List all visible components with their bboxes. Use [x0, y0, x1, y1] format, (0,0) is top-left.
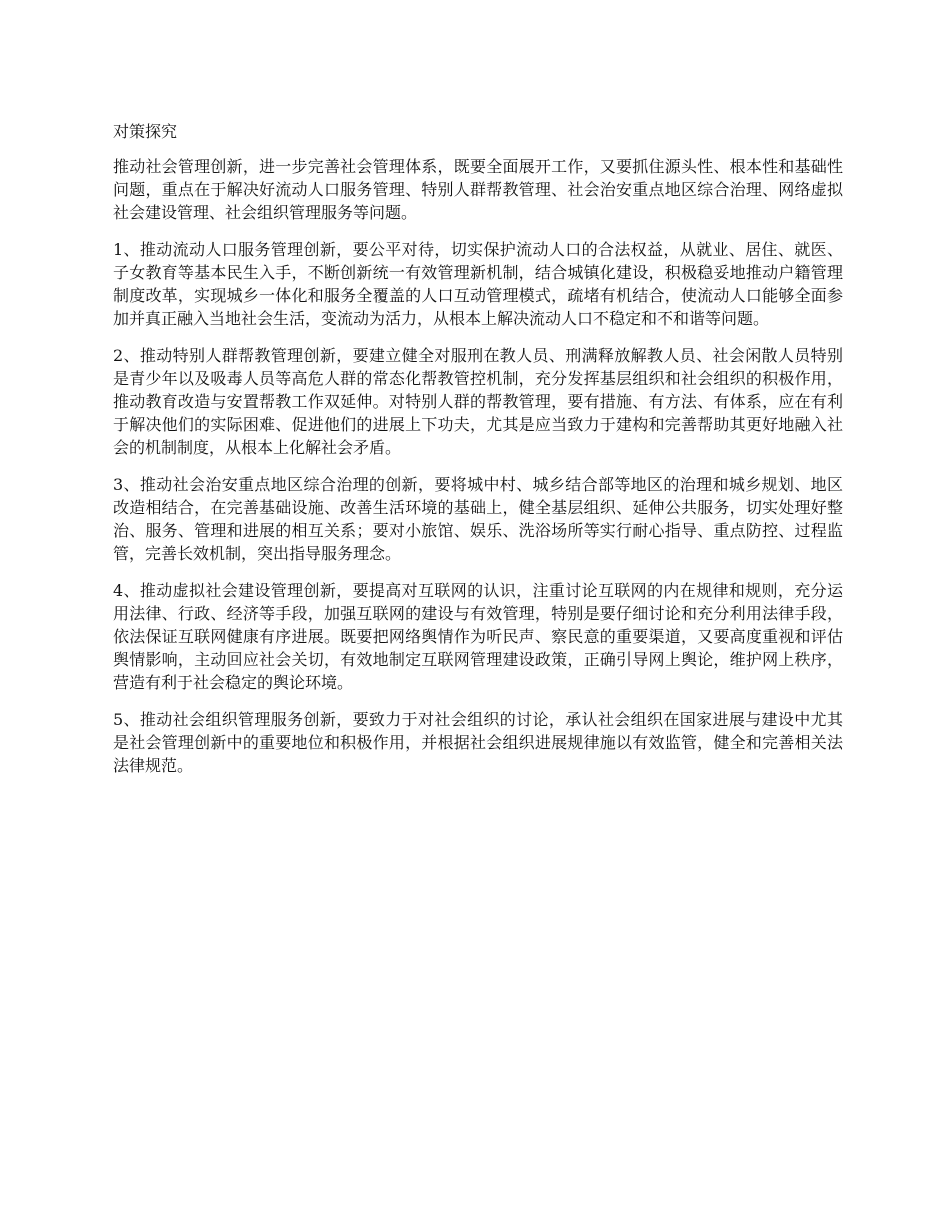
paragraph-4-virtual-society: 4、推动虚拟社会建设管理创新，要提高对互联网的认识，注重讨论互联网的内在规律和规则，充分运用法律、行政、经济等手段，加强互联网的建设与有效管理，特别是要仔细讨论和充分利用法律手段，依法保证互联网健康有序进展。既要把网络舆情作为听民声、察民意的重要渠道，又要高度重视和评估舆情影响，主动回应社会关切，有效地制定互联网管理建设政策，正确引导网上舆论，维护网上秩序，营造有利于社会稳定的舆论环境。	[113, 581, 843, 692]
paragraph-2-special-groups: 2、推动特别人群帮教管理创新，要建立健全对服刑在教人员、刑满释放解教人员、社会闲散人员特别是青少年以及吸毒人员等高危人群的常态化帮教管控机制，充分发挥基层组织和社会组织的积极作用，推动教育改造与安置帮教工作双延伸。对特别人群的帮教管理，要有措施、有方法、有体系，应在有利于解决他们的实际困难、促进他们的进展上下功夫，尤其是应当致力于建构和完善帮助其更好地融入社会的机制制度，从根本上化解社会矛盾。	[113, 346, 843, 457]
document-page	[113, 120, 843, 791]
paragraph-3-public-security: 3、推动社会治安重点地区综合治理的创新，要将城中村、城乡结合部等地区的治理和城乡规划、地区改造相结合，在完善基础设施、改善生活环境的基础上，健全基层组织、延伸公共服务，切实处理好整治、服务、管理和进展的相互关系；要对小旅馆、娱乐、洗浴场所等实行耐心指导、重点防控、过程监管，完善长效机制，突出指导服务理念。	[113, 475, 843, 563]
paragraph-1-floating-population: 1、推动流动人口服务管理创新，要公平对待，切实保护流动人口的合法权益，从就业、居住、就医、子女教育等基本民生入手，不断创新统一有效管理新机制，结合城镇化建设，积极稳妥地推动户籍管理制度改革，实现城乡一体化和服务全覆盖的人口互动管理模式，疏堵有机结合，使流动人口能够全面参加并真正融入当地社会生活，变流动为活力，从根本上解决流动人口不稳定和不和谐等问题。	[113, 240, 843, 328]
document-title: 对策探究	[113, 122, 178, 141]
paragraph-intro: 推动社会管理创新，进一步完善社会管理体系，既要全面展开工作，又要抓住源头性、根本性和基础性问题，重点在于解决好流动人口服务管理、特别人群帮教管理、社会治安重点地区综合治理、网络虚拟社会建设管理、社会组织管理服务等问题。	[113, 157, 843, 222]
paragraph-5-social-organizations: 5、推动社会组织管理服务创新，要致力于对社会组织的讨论，承认社会组织在国家进展与建设中尤其是社会管理创新中的重要地位和积极作用，并根据社会组织进展规律施以有效监管，健全和完善相关法法律规范。	[113, 710, 843, 775]
